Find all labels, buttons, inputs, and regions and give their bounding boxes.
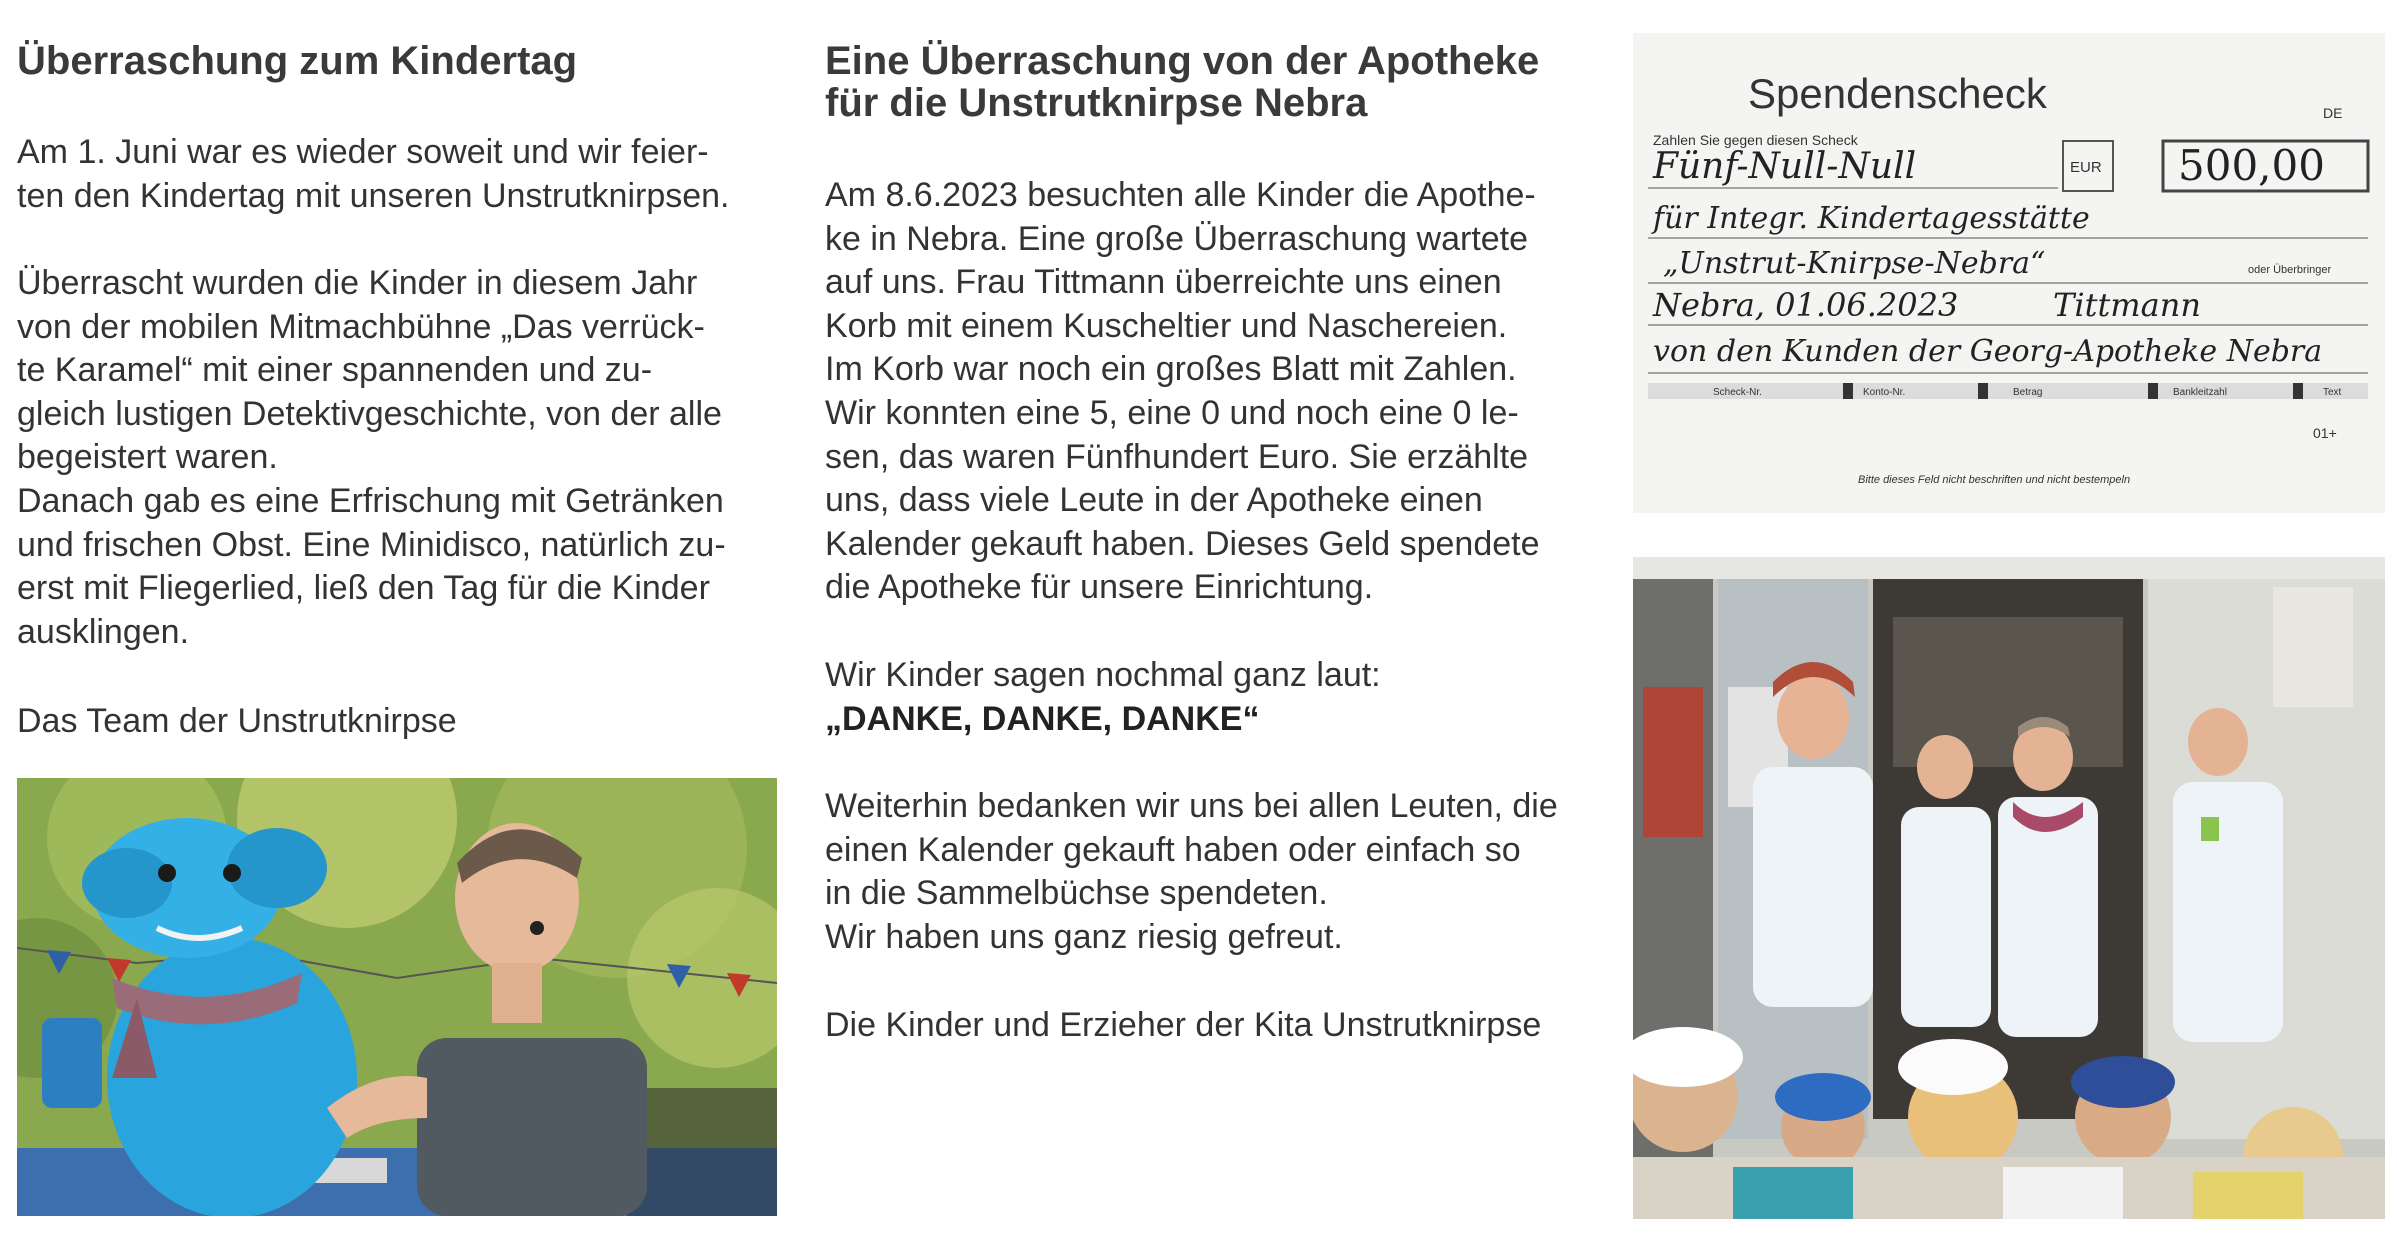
photo-mascot-performer — [17, 778, 777, 1216]
article-intro: Am 1. Juni war es wieder soweit und wir feier- ten den Kindertag mit unseren Unstrutknirpsen. — [17, 133, 730, 215]
photo-pharmacy-staff — [1633, 557, 2385, 1219]
gratitude-paragraph: Weiterhin bedanken wir uns bei allen Leuten, die einen Kalender gekauft haben oder einfach so in die Sammelbüchse spendeten. Wir haben uns ganz riesig gefreut. — [825, 787, 1558, 956]
article-body: Am 8.6.2023 besuchten alle Kinder die Apothe- ke in Nebra. Eine große Überraschung wartete auf uns. Frau Tittmann überreichte uns einen Korb mit einem Kuscheltier und Naschereien. Im Korb war noch ein großes Blatt mit Zahlen. Wir konnten eine 5, eine 0 und noch eine 0 le- sen, das waren Fünfhundert Euro. Sie erzählte uns, dass viele Leute in der Apotheke einen Kalender gekauft haben. Dieses Geld spendete die Apotheke für unsere Einrichtung. — [825, 176, 1540, 607]
cheque-code: 01+ — [2313, 425, 2337, 441]
article-heading: Überraschung zum Kindertag — [17, 39, 578, 83]
cheque-image — [1633, 33, 2385, 513]
cheque-currency: EUR — [2070, 159, 2102, 176]
article-heading: Eine Überraschung von der Apotheke für die Unstrutknirpse Nebra — [825, 39, 1540, 125]
cheque-recipient-2: „Unstrut-Knirpse-Nebra“ — [1663, 246, 2046, 281]
cheque-amount-words: Fünf-Null-Null — [1653, 146, 1917, 187]
cheque-from-line: von den Kunden der Georg-Apotheke Nebra — [1653, 334, 2323, 369]
article-body: Überrascht wurden die Kinder in diesem Jahr von der mobilen Mitmachbühne „Das verrück- te Karamel“ mit einer spannenden und zu- gleich lustigen Detektivgeschichte, von der alle begeistert waren. Danach gab es eine Erfrischung mit Getränken und frischen Obst. Eine Minidisco, natürlich zu- erst mit Fliegerlied, ließ den Tag für die Kinder ausklingen. — [17, 264, 726, 651]
article-signature: Die Kinder und Erzieher der Kita Unstrutknirpse — [825, 1006, 1542, 1044]
thanks-exclamation: „DANKE, DANKE, DANKE“ — [825, 699, 1260, 738]
cheque-pay-label: Zahlen Sie gegen diesen Scheck — [1653, 132, 1858, 148]
cheque-bearer-label: oder Überbringer — [2248, 264, 2332, 276]
photo-illustration — [1633, 557, 2385, 1219]
svg-text:Text: Text — [2323, 387, 2342, 398]
thanks-paragraph: Wir Kinder sagen nochmal ganz laut: „DANKE, DANKE, DANKE“ — [825, 654, 1585, 741]
cheque-place-date: Nebra, 01.06.2023 — [1653, 286, 1959, 324]
donation-cheque — [1633, 33, 2385, 513]
article-signature: Das Team der Unstrutknirpse — [17, 702, 457, 740]
svg-text:Konto-Nr.: Konto-Nr. — [1863, 387, 1906, 398]
cheque-footer-note: Bitte dieses Feld nicht beschriften und nicht bestempeln — [1858, 474, 2131, 486]
cheque-recipient-1: für Integr. Kindertagesstätte — [1653, 201, 2090, 236]
svg-text:Scheck-Nr.: Scheck-Nr. — [1713, 387, 1762, 398]
cheque-amount: 500,00 — [2178, 141, 2325, 190]
cheque-signature: Tittmann — [2053, 286, 2201, 324]
svg-text:Bankleitzahl: Bankleitzahl — [2173, 387, 2227, 398]
cheque-title: Spendenscheck — [1748, 70, 2047, 117]
photo-illustration — [17, 778, 777, 1216]
cheque-country: DE — [2323, 105, 2343, 121]
svg-text:Betrag: Betrag — [2013, 387, 2043, 398]
